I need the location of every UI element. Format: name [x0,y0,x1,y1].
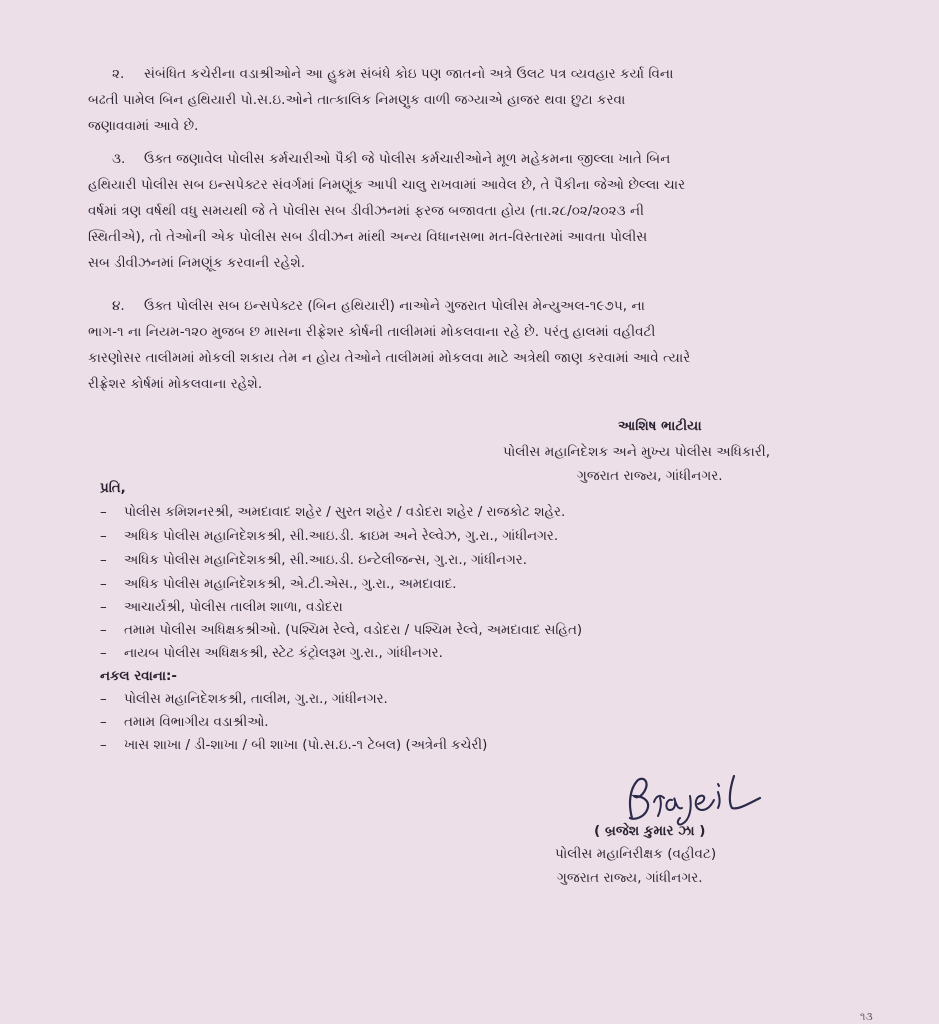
copy-to-item [100,692,388,707]
paragraph-number: ૩. [112,151,126,167]
page-number: ૧૩ [860,1010,873,1023]
paragraph-line: ભાગ-૧ ના નિયમ-૧૨૦ મુજબ છ માસના રીફ્રેશર કોર્ષની તાલીમમાં મોકલવાના રહે છે. પરંતુ હાલમાં વહીવટી [88,324,656,340]
dash-icon: – [100,692,107,707]
paragraph-line: સબ ડીવીઝનમાં નિમણૂંક કરવાની રહેશે. [88,255,306,271]
dash-icon: – [100,553,107,568]
distribution-item [100,553,527,568]
dash-icon: – [100,577,107,592]
distribution-item-text: અધિક પોલીસ મહાનિદેશકશ્રી, સી.આઇ.ડી. ક્રાઇમ અને રેલ્વેઝ, ગુ.રા., ગાંધીનગર. [124,529,559,544]
distribution-item-text: પોલીસ કમિશનરશ્રી, અમદાવાદ શહેર / સુરત શહેર / વડોદરા શહેર / રાજકોટ શહેર. [124,505,566,520]
distribution-item-text: આચાર્યશ્રી, પોલીસ તાલીમ શાળા, વડોદરા [124,600,343,615]
distribution-item [100,646,443,661]
paragraph-text: સંબંધિત કચેરીના વડાશ્રીઓને આ હુકમ સંબંધે કોઇ પણ જાતનો અત્રે ઉલટ પત્ર વ્યવહાર કર્યા વિના [144,66,674,82]
handwritten-signature [610,768,780,828]
dash-icon: – [100,646,107,661]
signatory-2-title: પોલીસ મહાનિરીક્ષક (વહીવટ) [555,846,717,862]
paragraph-number: ૪. [112,298,125,314]
dash-icon: – [100,600,107,615]
copy-to-item [100,715,269,730]
paragraph-text: ઉક્ત જણાવેલ પોલીસ કર્મચારીઓ પૈકી જે પોલીસ કર્મચારીઓને મૂળ મહેકમના જીલ્લા ખાતે બિન [144,151,671,167]
signatory-2-place: ગુજરાત રાજ્ય, ગાંધીનગર. [557,870,703,886]
copy-to-item-text: ખાસ શાખા / ડી-શાખા / બી શાખા (પો.સ.ઇ.-૧ ટેબલ) (અત્રેની કચેરી) [124,738,488,753]
distribution-heading: પ્રતિ, [100,481,126,496]
paragraph-line [88,146,858,172]
distribution-item [100,529,558,544]
signatory-1-title: પોલીસ મહાનિદેશક અને મુખ્ય પોલીસ અધિકારી, [503,444,771,460]
paragraph-2 [88,61,858,139]
distribution-item [100,600,343,615]
paragraph-line [88,61,858,87]
distribution-item-text: તમામ પોલીસ અધિક્ષકશ્રીઓ. (પશ્ચિમ રેલ્વે, વડોદરા / પશ્ચિમ રેલ્વે, અમદાવાદ સહિત) [124,623,583,638]
signatory-1-name: આશિષ ભાટીયા [618,418,702,434]
distribution-item-text: નાયબ પોલીસ અધિક્ષકશ્રી, સ્ટેટ કંટ્રોલરૂમ ગુ.રા., ગાંધીનગર. [124,646,443,661]
signatory-1-place: ગુજરાત રાજ્ય, ગાંધીનગર. [577,468,723,484]
paragraph-line: બઢતી પામેલ બિન હથિયારી પો.સ.ઇ.ઓને તાત્કાલિક નિમણુક વાળી જગ્યાએ હાજર થવા છુટા કરવા [88,92,626,108]
dash-icon: – [100,623,107,638]
distribution-item-text: અધિક પોલીસ મહાનિદેશકશ્રી, સી.આઇ.ડી. ઇન્ટેલીજન્સ, ગુ.રા., ગાંધીનગર. [124,553,527,568]
dash-icon: – [100,529,107,544]
paragraph-number: ૨. [112,66,125,82]
copy-to-item-text: તમામ વિભાગીય વડાશ્રીઓ. [124,715,269,730]
dash-icon: – [100,505,107,520]
paragraph-4 [88,293,858,397]
paragraph-line [88,293,858,319]
paragraph-line: જણાવવામાં આવે છે. [88,118,199,134]
signatory-2-name: ( બ્રજેશ કુમાર ઝા ) [594,823,706,839]
distribution-item [100,623,582,638]
distribution-item-text: અધિક પોલીસ મહાનિદેશકશ્રી, એ.ટી.એસ., ગુ.રા., અમદાવાદ. [124,577,457,592]
paragraph-text: ઉક્ત પોલીસ સબ ઇન્સપેક્ટર (બિન હથિયારી) નાઓને ગુજરાત પોલીસ મેન્યુઅલ-૧૯૭૫, ના [144,298,645,314]
paragraph-line: હથિયારી પોલીસ સબ ઇન્સપેક્ટર સંવર્ગમાં નિમણૂંક આપી ચાલુ રાખવામાં આવેલ છે, તે પૈકીના જેઓ છેલ્લા ચાર [88,177,686,193]
paragraph-3 [88,146,858,276]
paragraph-line: વર્ષમાં ત્રણ વર્ષથી વધુ સમયથી જે તે પોલીસ સબ ડીવીઝનમાં ફરજ બજાવતા હોય (તા.૨૮/૦૨/૨૦૨૩ ની [88,203,644,219]
paragraph-line: સ્થિતીએ), તો તેઓની એક પોલીસ સબ ડીવીઝન માંથી અન્ય વિધાનસભા મત-વિસ્તારમાં આવતા પોલીસ [88,229,648,245]
paragraph-line: રીફ્રેશર કોર્ષમાં મોકલવાના રહેશે. [88,376,263,392]
paragraph-line: કારણોસર તાલીમમાં મોકલી શકાય તેમ ન હોય તેઓને તાલીમમાં મોકલવા માટે અત્રેથી જાણ કરવામાં આવે ત્યારે [88,350,691,366]
dash-icon: – [100,738,107,753]
copy-to-item [100,738,487,753]
distribution-item [100,577,457,592]
copy-to-heading: નકલ રવાના:- [100,669,177,684]
distribution-item [100,505,565,520]
dash-icon: – [100,715,107,730]
copy-to-item-text: પોલીસ મહાનિદેશકશ્રી, તાલીમ, ગુ.રા., ગાંધીનગર. [124,692,388,707]
